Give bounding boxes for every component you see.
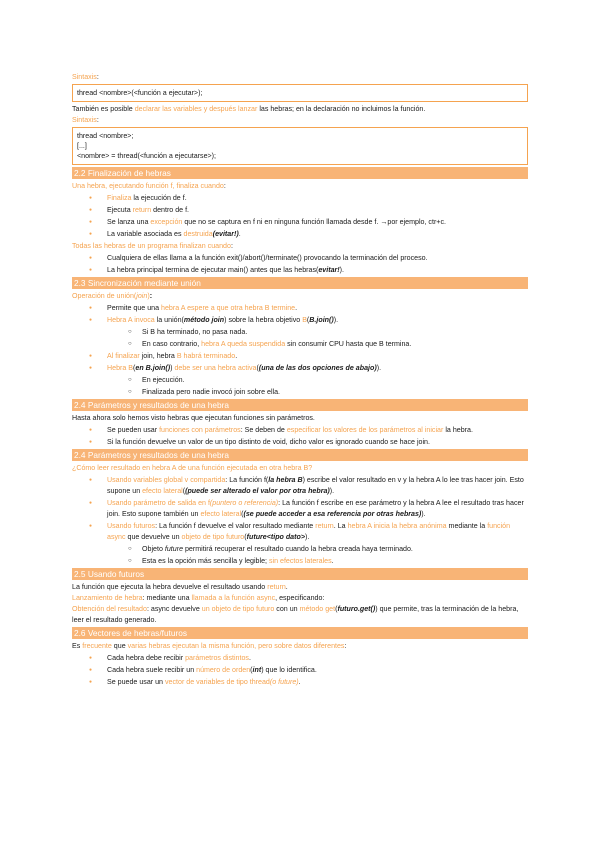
sub-list-item: ○ En caso contrario, hebra A queda suspendida sin consumir CPU hasta que B termina.	[72, 339, 528, 350]
list-item: ● La variable asociada es destruida(evitar!).	[72, 229, 528, 240]
list-item: ● Si la función devuelve un valor de un tipo distinto de void, dicho valor es ignorado cuando se hace join.	[72, 437, 528, 448]
futures-line-3: Obtención del resultado: async devuelve un objeto de tipo futuro con un método get(futuro.get()) que permite, tras la terminación de la hebra, leer el resultado generado.	[72, 605, 519, 624]
paragraph-declaration: También es posible declarar las variables y después lanzar las hebras; en la declaración no incluimos la función.	[72, 105, 426, 113]
vectors-list	[72, 653, 528, 688]
sub-list-item: ○ Si B ha terminado, no pasa nada.	[72, 327, 528, 338]
list-item: ● Cualquiera de ellas llama a la función exit()/abort()/terminate() provocando la terminación del proceso.	[72, 253, 528, 264]
params-intro: Hasta ahora solo hemos visto hebras que ejecutan funciones sin parámetros.	[72, 414, 315, 422]
finalization-list	[72, 193, 528, 240]
vectors-intro: Es frecuente que varias hebras ejecutan la misma función, pero sobre datos diferentes:	[72, 642, 347, 650]
code-line: [...]	[77, 142, 87, 150]
section-heading-2-5: 2.5 Usando futuros	[72, 568, 528, 580]
code-block-2	[72, 127, 528, 165]
code-block-1	[72, 84, 528, 102]
code-line: thread <nombre>(<función a ejecutar>);	[77, 89, 203, 97]
sub-list-item: ○ En ejecución.	[72, 375, 528, 386]
code-line: thread <nombre>;	[77, 132, 134, 140]
all-threads-list	[72, 253, 528, 276]
section-heading-2-3: 2.3 Sincronización mediante unión	[72, 277, 528, 289]
section-heading-2-2: 2.2 Finalización de hebras	[72, 167, 528, 179]
list-item: ● Se puede usar un vector de variables de tipo thread(o future).	[72, 677, 528, 688]
all-threads-intro: Todas las hebras de un programa finalizan cuando:	[72, 242, 233, 250]
results-question: ¿Cómo leer resultado en hebra A de una función ejecutada en otra hebra B?	[72, 464, 313, 472]
list-item: ● La hebra principal termina de ejecutar main() antes que las hebras(evitar!).	[72, 265, 528, 276]
section-heading-2-4-results: 2.4 Parámetros y resultados de una hebra	[72, 449, 528, 461]
sub-list-item: ○ Esta es la opción más sencilla y legible; sin efectos laterales.	[72, 556, 528, 567]
section-heading-2-4-params: 2.4 Parámetros y resultados de una hebra	[72, 399, 528, 411]
list-item: ● Finaliza la ejecución de f.	[72, 193, 528, 204]
sync-list	[72, 303, 528, 398]
list-item: ● Se lanza una excepción que no se captura en f ni en ninguna función llamada desde f. →por ejemplo, ctr+c.	[72, 217, 528, 228]
params-list	[72, 425, 528, 448]
syntax-label-2: Sintaxis:	[72, 116, 99, 124]
sub-list-item: ○ Finalizada pero nadie invocó join sobre ella.	[72, 387, 528, 398]
list-item: ● Usando futuros: La función f devuelve el valor resultado mediante return. La hebra A inicia la hebra anónima mediante la función async que devuelve un objeto de tipo futuro(future<tipo dato>).	[72, 521, 528, 543]
list-item: ● Ejecuta return dentro de f.	[72, 205, 528, 216]
list-item: ● Cada hebra suele recibir un número de orden(int) que lo identifica.	[72, 665, 528, 676]
list-item: ● Se pueden usar funciones con parámetros: Se deben de especificar los valores de los parámetros al iniciar la hebra.	[72, 425, 528, 436]
list-item: ● Usando parámetro de salida en f(puntero o referencia): La función f escribe en ese parámetro y la hebra A lee el resultado tras hacer join. Esto supone también un efecto lateral((se puede acceder a esa referencia por otras hebras)).	[72, 498, 528, 520]
list-item: ● Hebra B(en B.join()) debe ser una hebra activa((una de las dos opciones de abajo)).	[72, 363, 528, 374]
code-line: <nombre> = thread(<función a ejecutarse>);	[77, 152, 217, 160]
list-item: ● Permite que una hebra A espere a que otra hebra B termine.	[72, 303, 528, 314]
results-list	[72, 475, 528, 567]
section-heading-2-6: 2.6 Vectores de hebras/futuros	[72, 627, 528, 639]
sub-list-item: ○ Objeto future permitirá recuperar el resultado cuando la hebra creada haya terminado.	[72, 544, 528, 555]
list-item: ● Al finalizar join, hebra B habrá terminado.	[72, 351, 528, 362]
list-item: ● Cada hebra debe recibir parámetros distintos.	[72, 653, 528, 664]
futures-line-2: Lanzamiento de hebra: mediante una llamada a la función async, especificando:	[72, 594, 325, 602]
list-item: ● Hebra A invoca la unión(método join) sobre la hebra objetivo B(B.join()).	[72, 315, 528, 326]
syntax-label-1: Sintaxis:	[72, 73, 99, 81]
list-item: ● Usando variables global v compartida: La función f(la hebra B) escribe el valor resultado en v y la hebra A lo lee tras hacer join. Esto supone un efecto lateral((puede ser alterado el valor por otra hebra)).	[72, 475, 528, 497]
futures-line-1: La función que ejecuta la hebra devuelve el resultado usando return.	[72, 583, 288, 591]
join-operation-label: Operación de unión(join):	[72, 292, 153, 300]
document-content	[72, 72, 528, 689]
finalization-intro: Una hebra, ejecutando función f, finaliza cuando:	[72, 182, 226, 190]
